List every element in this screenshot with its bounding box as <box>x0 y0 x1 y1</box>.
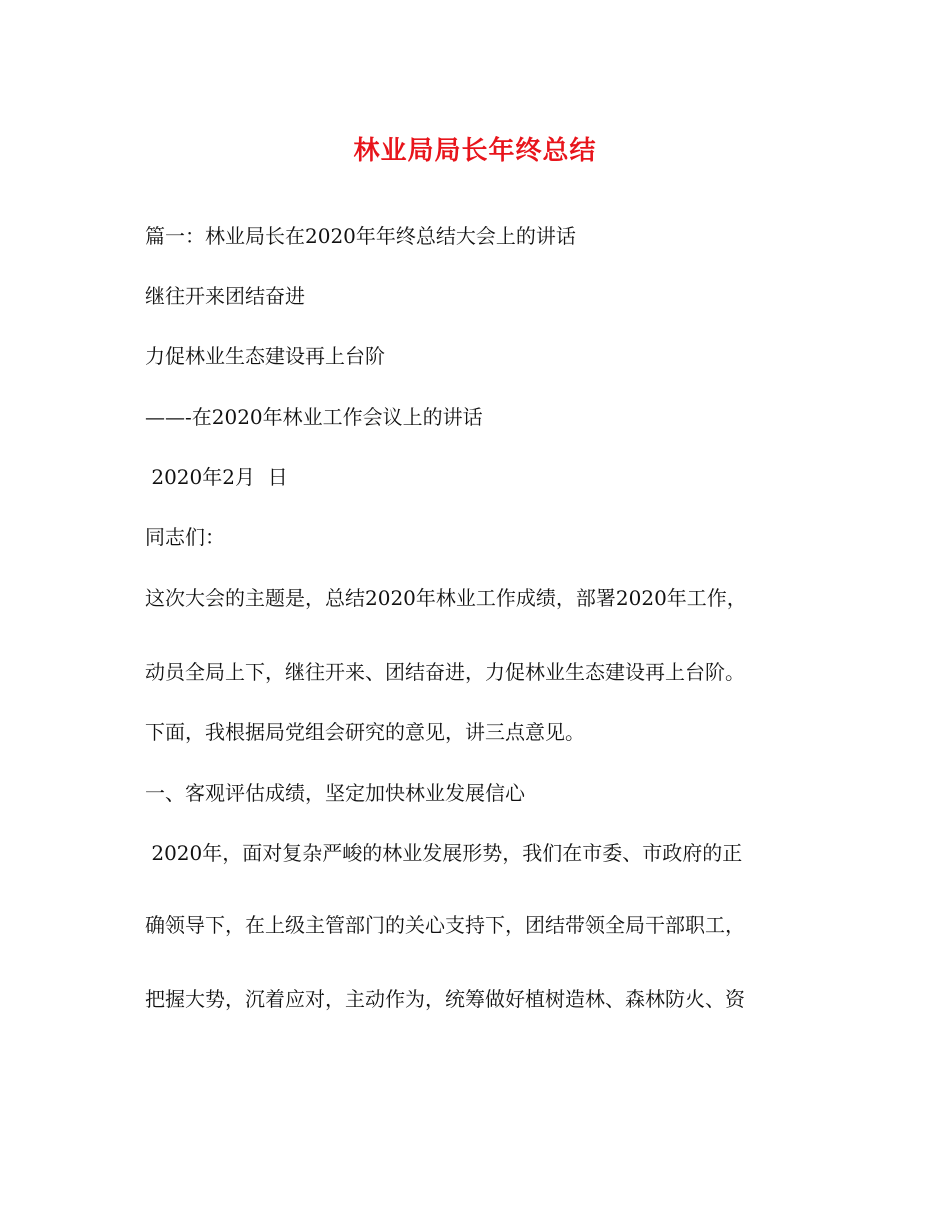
paragraph-line: 2020年，面对复杂严峻的林业发展形势，我们在市委、市政府的正 <box>145 841 743 865</box>
paragraph-line: 下面，我根据局党组会研究的意见，讲三点意见。 <box>145 720 585 744</box>
salutation: 同志们： <box>145 525 225 549</box>
document-title: 林业局局长年终总结 <box>353 136 597 166</box>
section-heading-one: 一、客观评估成绩，坚定加快林业发展信心 <box>145 781 525 805</box>
speech-title-line-1: 继往开来团结奋进 <box>145 284 305 308</box>
paragraph-line: 动员全局上下，继往开来、团结奋进，力促林业生态建设再上台阶。 <box>145 660 745 684</box>
speech-date: 2020年2月 日 <box>145 465 288 489</box>
paragraph-line: 这次大会的主题是，总结2020年林业工作成绩，部署2020年工作， <box>145 586 747 610</box>
speech-subtitle: ——-在2020年林业工作会议上的讲话 <box>145 405 483 429</box>
paragraph-line: 确领导下，在上级主管部门的关心支持下，团结带领全局干部职工， <box>145 913 745 937</box>
section-heading: 篇一：林业局长在2020年年终总结大会上的讲话 <box>145 224 576 248</box>
speech-title-line-2: 力促林业生态建设再上台阶 <box>145 344 385 368</box>
paragraph-line: 把握大势，沉着应对，主动作为，统筹做好植树造林、森林防火、资 <box>145 987 745 1011</box>
